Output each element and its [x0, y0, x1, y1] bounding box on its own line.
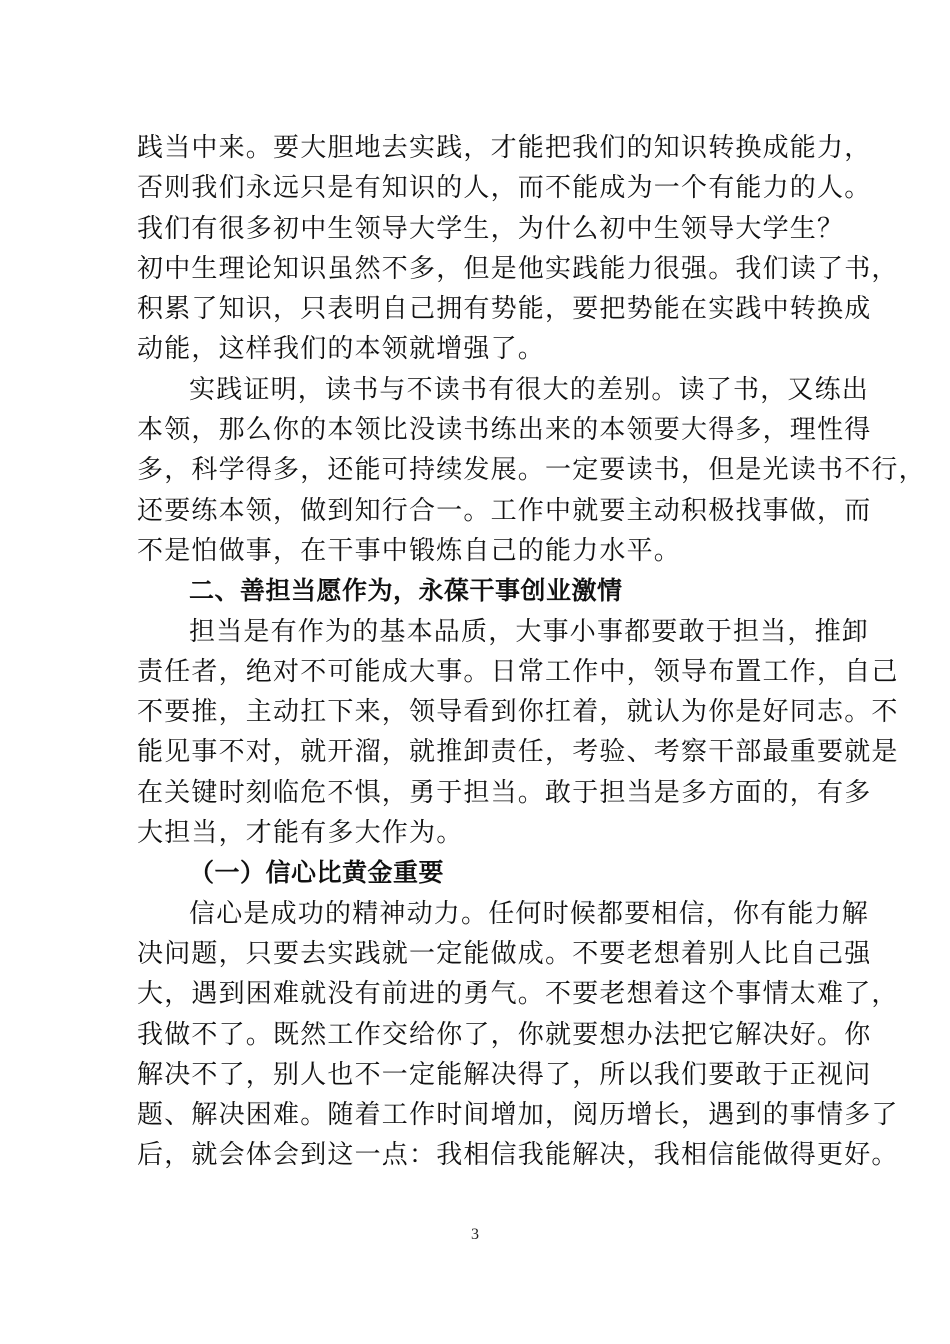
- subsection-heading: （一）信心比黄金重要: [189, 858, 445, 888]
- text-line: 本领，那么你的本领比没读书练出来的本领要大得多，理性得: [137, 415, 872, 446]
- text-line: 决问题，只要去实践就一定能做成。不要老想着别人比自己强: [137, 938, 872, 969]
- text-line: 不是怕做事，在干事中锻炼自己的能力水平。: [137, 535, 682, 566]
- text-line: 否则我们永远只是有知识的人，而不能成为一个有能力的人。: [137, 173, 872, 204]
- text-line: 后，就会体会到这一点：我相信我能解决，我相信能做得更好。: [137, 1140, 899, 1171]
- paragraph-first-line: 信心是成功的精神动力。任何时候都要相信，你有能力解: [189, 898, 870, 929]
- document-body: [137, 128, 926, 1176]
- text-line: 初中生理论知识虽然不多，但是他实践能力很强。我们读了书，: [137, 253, 899, 284]
- text-line: 践当中来。要大胆地去实践，才能把我们的知识转换成能力，: [137, 133, 872, 163]
- text-line: 不要推，主动扛下来，领导看到你扛着，就认为你是好同志。不: [137, 697, 899, 728]
- text-line: 我们有很多初中生领导大学生，为什么初中生领导大学生？: [137, 213, 845, 244]
- text-line: 我做不了。既然工作交给你了，你就要想办法把它解决好。你: [137, 1019, 872, 1050]
- text-line: 多，科学得多，还能可持续发展。一定要读书，但是光读书不行，: [137, 455, 926, 486]
- text-line: 大，遇到困难就没有前进的勇气。不要老想着这个事情太难了，: [137, 979, 899, 1010]
- text-line: 在关键时刻临危不惧，勇于担当。敢于担当是多方面的，有多: [137, 777, 872, 808]
- text-line: 能见事不对，就开溜，就推卸责任，考验、考察干部最重要就是: [137, 737, 899, 768]
- text-line: 积累了知识，只表明自己拥有势能，要把势能在实践中转换成: [137, 294, 872, 325]
- text-line: 动能，这样我们的本领就增强了。: [137, 334, 546, 365]
- text-line: 责任者，绝对不可能成大事。日常工作中，领导布置工作，自己: [137, 656, 899, 687]
- paragraph-first-line: 实践证明，读书与不读书有很大的差别。读了书，又练出: [189, 374, 870, 405]
- page-number: 3: [471, 1226, 479, 1243]
- text-line: 题、解决困难。随着工作时间增加，阅历增长，遇到的事情多了: [137, 1100, 899, 1131]
- paragraph-first-line: 担当是有作为的基本品质，大事小事都要敢于担当，推卸: [189, 616, 870, 647]
- text-line: 解决不了，别人也不一定能解决得了，所以我们要敢于正视问: [137, 1059, 872, 1090]
- text-line: 大担当，才能有多大作为。: [137, 818, 464, 849]
- text-line: 还要练本领，做到知行合一。工作中就要主动积极找事做，而: [137, 495, 872, 526]
- section-heading: 二、善担当愿作为，永葆干事创业激情: [189, 576, 623, 606]
